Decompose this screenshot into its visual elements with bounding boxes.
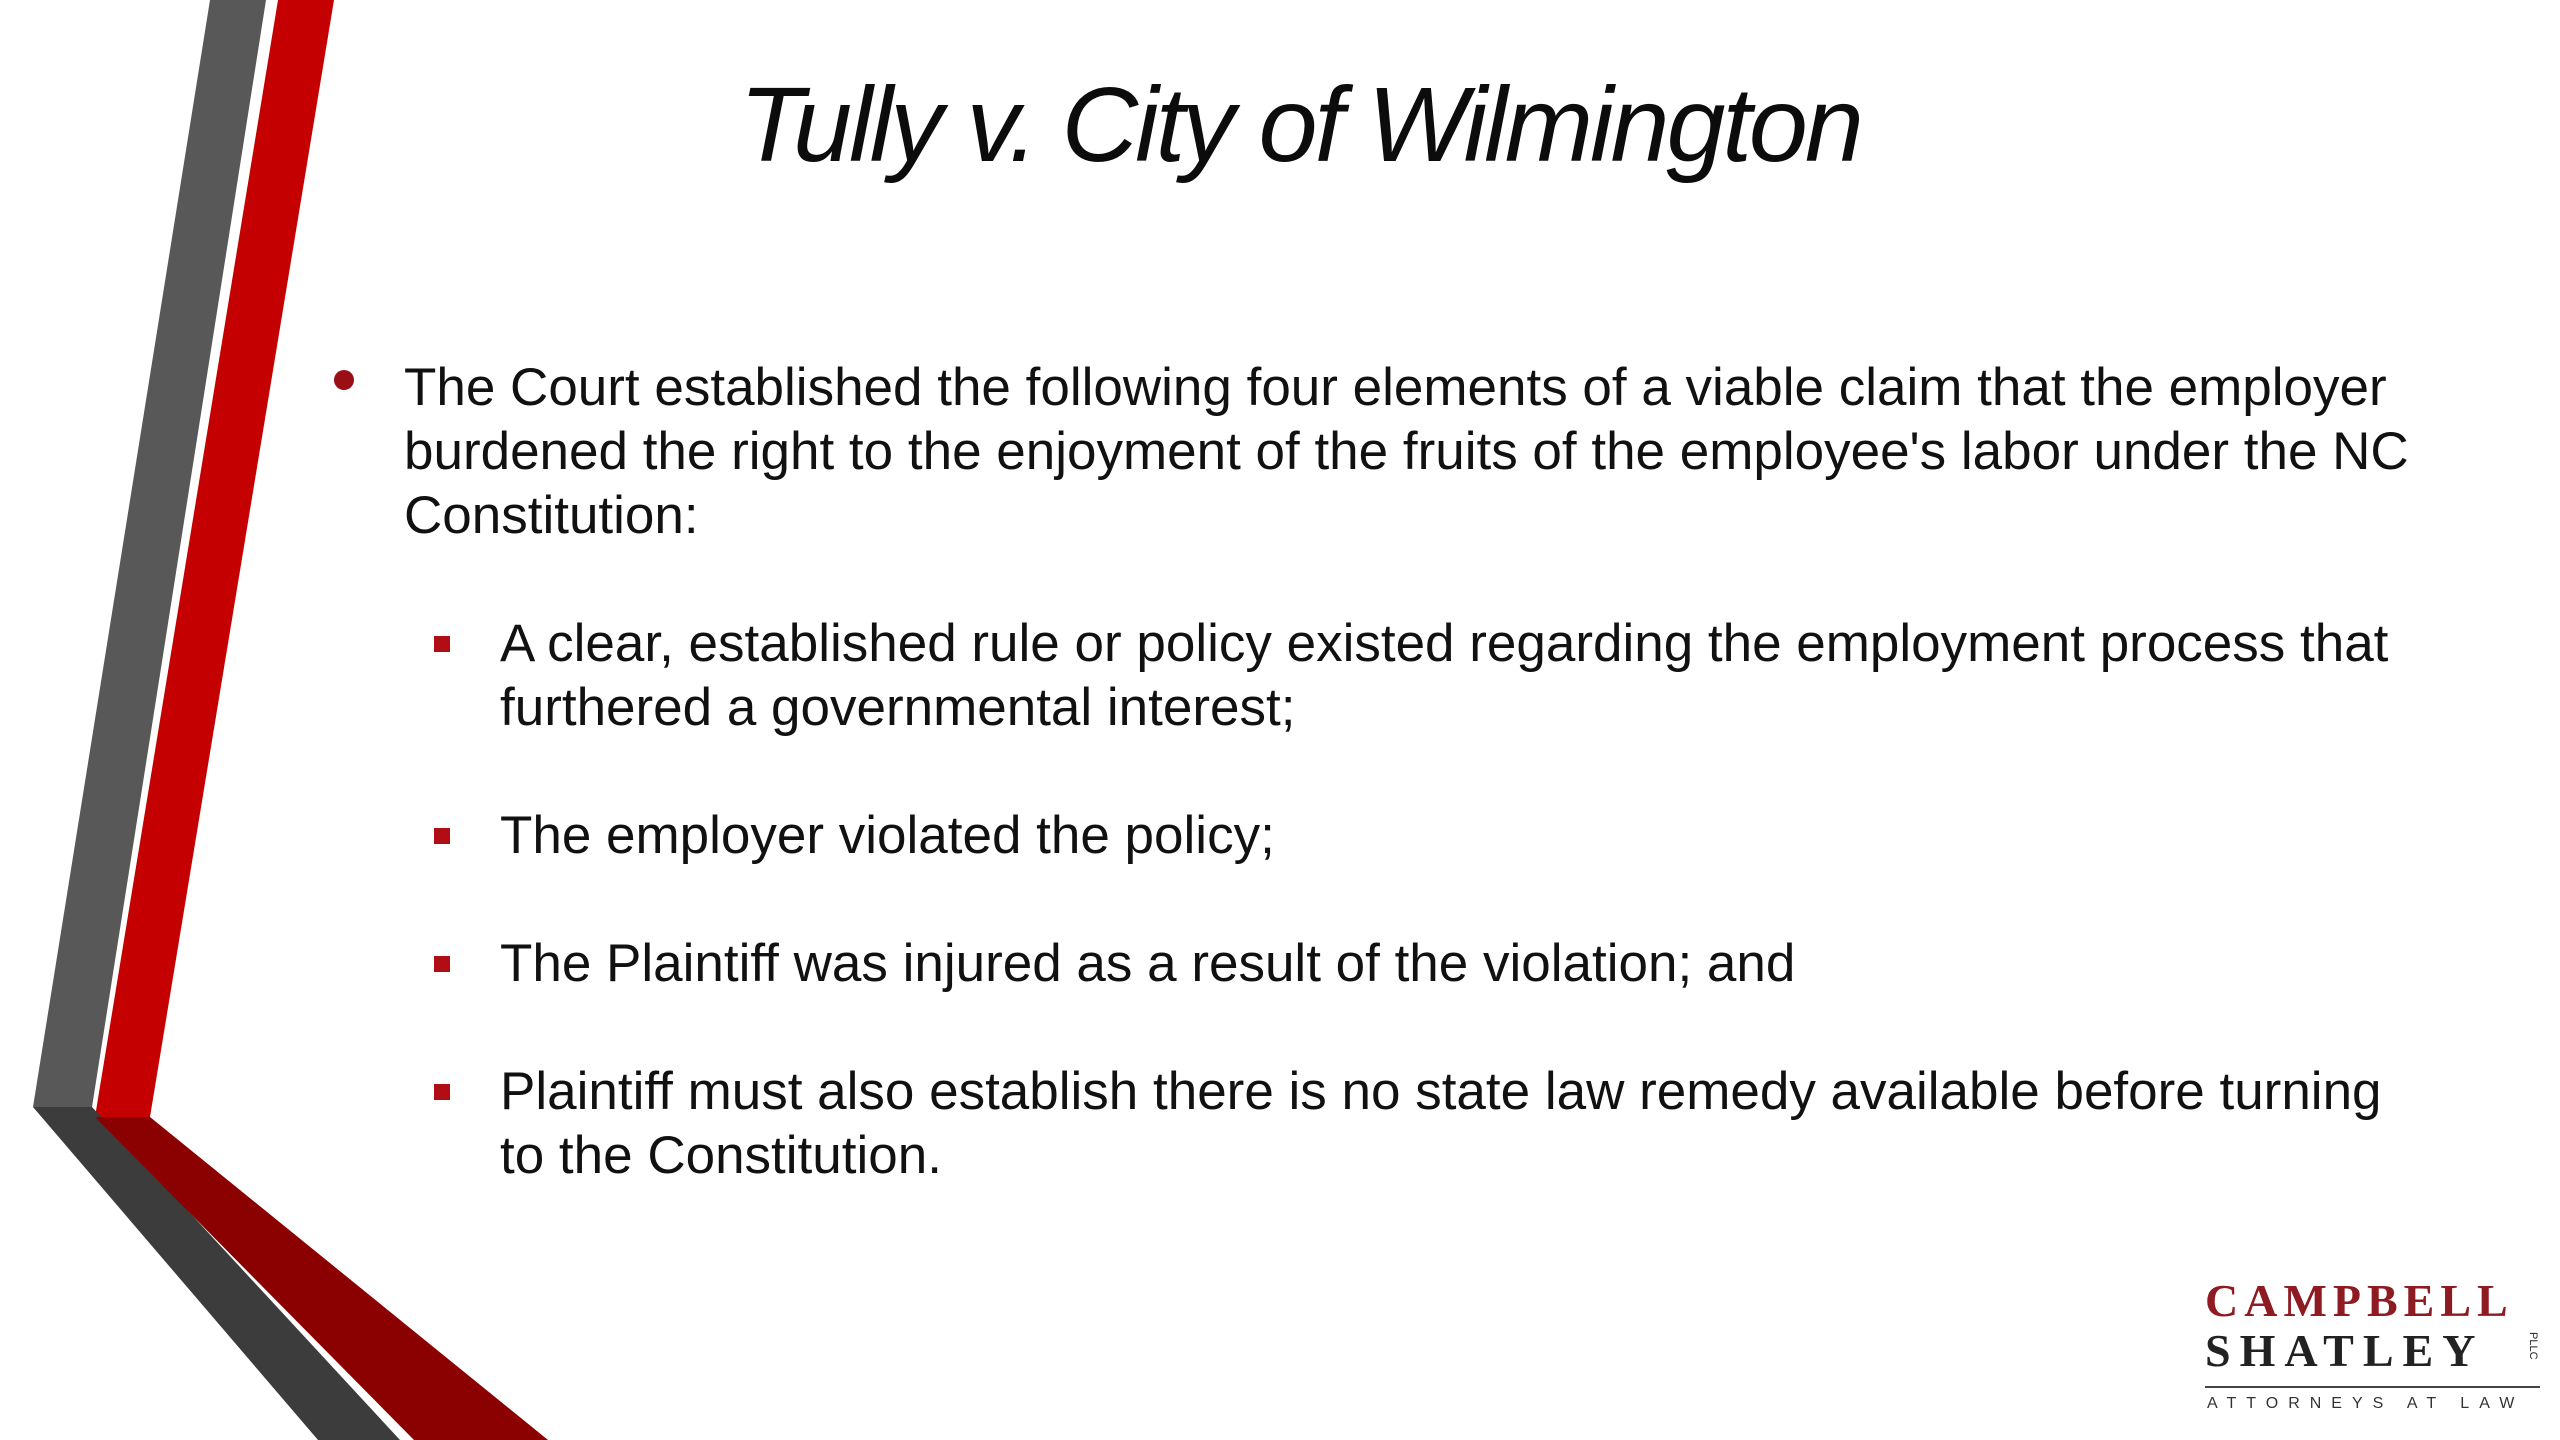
square-bullet-icon [434,956,450,972]
intro-bullet [330,356,2410,548]
round-bullet-icon [334,370,354,390]
firm-logo [2205,1275,2545,1428]
list-item [330,804,2410,868]
logo-tagline: ATTORNEYS AT LAW [2207,1395,2525,1412]
square-bullet-icon [434,828,450,844]
logo-line-shatley: SHATLEY [2205,1325,2485,1376]
square-bullet-icon [434,636,450,652]
logo-line-campbell: CAMPBELL [2205,1275,2514,1326]
list-item [330,932,2410,996]
slide-content [330,356,2410,1252]
list-item [330,1060,2410,1188]
square-bullet-icon [434,1084,450,1100]
intro-text: The Court established the following four elements of a viable claim that the employer burdened the right to the enjoyment of the fruits of the employee's labor under the NC Constitution: [404,358,2409,545]
list-item-text: The employer violated the policy; [500,806,1275,865]
list-item-text: A clear, established rule or policy existed regarding the employment process that furthered a governmental interest; [500,614,2389,737]
logo-pllc: PLLC [2527,1332,2539,1360]
elements-list [330,612,2410,1188]
list-item-text: Plaintiff must also establish there is no state law remedy available before turning to the Constitution. [500,1062,2382,1185]
logo-divider [2205,1386,2540,1388]
list-item [330,612,2410,740]
slide-title: Tully v. City of Wilmington [739,66,1861,184]
list-item-text: The Plaintiff was injured as a result of the violation; and [500,934,1796,993]
